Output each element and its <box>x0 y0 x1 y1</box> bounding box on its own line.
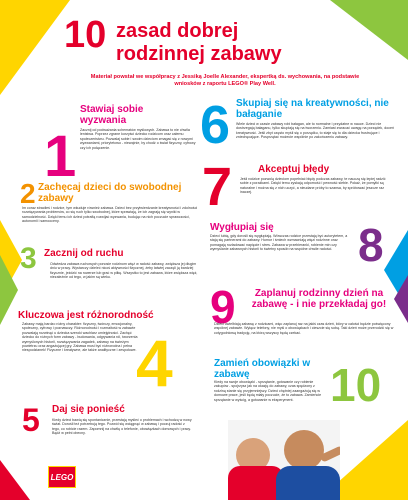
header-number: 10 <box>64 14 107 56</box>
edge-triangle-purple-right <box>394 275 408 323</box>
tip-9-body: Dzieci uwielbiają zabawę z rodzicami, więc zaplanuj raz na jakiś czas dzień, który w całości będzie poświęcony wspólnej zabawie. Wyłącz telefony, nie myśl o obowiązkach i cieszcie się sobą. Taki dzień może przerodzić się w cotygodniową tradycję, na którą wszyscy będą czekać. <box>214 322 394 335</box>
tip-1-number: 1 <box>44 124 77 189</box>
adult-shirt <box>276 466 340 500</box>
tip-3-body: Odwiedza zabawa ruchowych ponosie rodzinom więź w radość zabawy, zwiększa jej długim dniu w pracy. Wystarczy dzieleć nicoś aktywności fizycznej, żeby łatwiej zaczęli ją bardziej fizycznie, jeździć na rowerze lub grać w piłkę. Wszystko to jest zabawa, które zwiększa więź, niezależnie od tego, w jakim są wieku. <box>50 262 198 280</box>
tip-5-body: Kiedy dzieci bawią się spontanicznie, przestają myśleć o problemach i wchodzą w nowy świat. Dorośli też potrzebują tego. Pozwól się wciągnąć w zabawę i poczuj radość z tego, co robicie razem. Zapomnij na chwilę o telefonie, obowiązkach domowych i pracy. Bądź w pełni obecny. <box>52 418 192 436</box>
corner-triangle-green <box>330 0 408 60</box>
tip-9-number: 9 <box>210 281 236 333</box>
tip-9-title: Zaplanuj rodzinny dzień na zabawę - i nie przekładaj go! <box>251 288 387 310</box>
tip-2-body: Im coraz straciłeś i rodzice, tym wkuduje również zabawa. Dzieci bez przytwierdzanie kreatywności i zdolności rozwiązywania problemów, co się ruch tylko swobodnej, które sprawiają, że ich zagrają się wyniki w samodzielność. Dzięki temu ich dzieci potrafią rozwijać wyzwania, budując na nich poczucie sprawczości, autonomii i samooceny. <box>22 206 198 224</box>
tip-2-number: 2 <box>20 178 36 209</box>
edge-triangle-green-left <box>0 255 18 325</box>
tip-6-number: 6 <box>200 95 231 155</box>
tip-7-title: Akceptuj błędy <box>258 164 330 175</box>
tip-10-title: Zamień obowiązki w zabawę <box>214 358 311 380</box>
tip-10-body: Kiedy na swoje obowiązki - sprzątanie, gotowanie czy robienie zakupów - spojrzysz jak na okazję do zabawy, czas spędzony z rodziną stanie się przyjemniejszy. Dzieci chętniej zaangażują się w domowe prace, jeśli będą miały poczucie, że to zabawa. Zamieńcie sprzątanie w wyścig, a gotowanie w eksperyment. <box>214 380 322 402</box>
tip-4-number: 4 <box>136 326 173 400</box>
tip-5-number: 5 <box>22 402 40 438</box>
tip-7-body: Jeśli rodzice pozwolą dzieciom popełniać błędy podczas zabawy, te nauczą się lepiej radzić sobie z porażkami. Dzięki temu zyskają odporność i pewność siebie. Pokaż, że pomyłki są naturalne i można się z nich uczyć, a nieudane próby to szansa, by spróbować jeszcze raz inaczej. <box>240 177 386 195</box>
tip-7-number: 7 <box>202 157 233 217</box>
intro-text: Materiał powstał we współpracy z Jessiką Joelle Alexander, ekspertką ds. wychowania, na podstawie wniosków z raportu LEGO® Play Well. <box>90 74 360 87</box>
lego-logo <box>48 466 76 488</box>
tip-2-title: Zachęcaj dzieci do swobodnej zabawy <box>38 182 182 204</box>
header-title-line2: rodzinnej zabawy <box>116 43 282 65</box>
tip-3-number: 3 <box>20 242 37 275</box>
tip-5-title: Daj się ponieść <box>52 404 125 415</box>
tip-6-title: Skupiaj się na kreatywności, nie bałaganie <box>236 98 389 120</box>
tip-8-title: Wygłupiaj się <box>210 222 274 233</box>
adult-figure <box>284 430 324 470</box>
tip-10-number: 10 <box>330 359 382 411</box>
tip-1-body: Zacznij od podważania schematów myślowych. Zabawa to nie chwila lenistwa. Poprzez zgrane korzyści dziecko rodzicom oraz całemu społeczeństwu. Pozwalaj sobie i swoim dzieciom zmagać się z nowymi wyzwaniami, priorytetowo - niewątnie, by chodź o świat fizyczny, cyfrowy czy ich połączenie. <box>80 128 196 150</box>
corner-triangle-yellow <box>0 0 70 95</box>
lego-logo-text: LEGO <box>50 472 74 482</box>
tip-4-body: Zabawy mają bardzo różny charakter: fizyczny, twórczy, emocjonalny, społeczny, cyfrowy i poznawczy. Różnorodność i rozmaitość w zabawie pozwalają rozwinąć u dziecka szeroki wachlarz umiejętności. Zachęć dziecko do różnych form zabawy - budowania, odgrywania ról, tworzenia wymyślonych historii, rozwiązywania zagadek, zabawy na świeżym powietrzu oraz angażującej gry. Zabawa musi być różnorodna i pełna niespodzianek! Fizyczne i kreatywne, ale także analityczne i zespołowe. <box>22 322 138 353</box>
tip-1-title: Stawiaj sobie wyzwania <box>80 104 144 126</box>
tip-8-number: 8 <box>358 219 384 271</box>
tip-8-body: Dzieci lubią, gdy dorośli się wygłupiają. Wówczas rodzice przestają być autorytetem, a stają się partnerami do zabawy. Humor i śmiech wzmacniają więzi rodzinne oraz pomagają rozładować napięcie i stres. Zabawa w przebieranki, robienie min czy wymyślanie zabawnych historii to świetny sposób na wspólne chwile radości. <box>210 234 348 252</box>
family-photo <box>228 420 340 500</box>
tip-3-title: Zacznij od ruchu <box>44 248 124 259</box>
corner-triangle-red-bl <box>0 460 30 500</box>
header-title-line1: zasad dobrej <box>116 20 239 42</box>
tip-6-body: Wiele dzieci w czasie zabawy robi bałagan, ale to normalne i przydatne w nauce. Dzieci nie dostrzegają bałaganu, tylko skupiają się na tworzeniu. Zamiast zwracać uwagę na porządek, doceń kreatywność. Jeśli zbyt często myśli się o porządku, to staje się to dla dziecka frustrujące i zniechęcające. Posprzątać możecie wspólnie po zakończeniu zabawy. <box>236 122 395 140</box>
tip-4-title: Kluczowa jest różnorodność <box>18 310 154 321</box>
